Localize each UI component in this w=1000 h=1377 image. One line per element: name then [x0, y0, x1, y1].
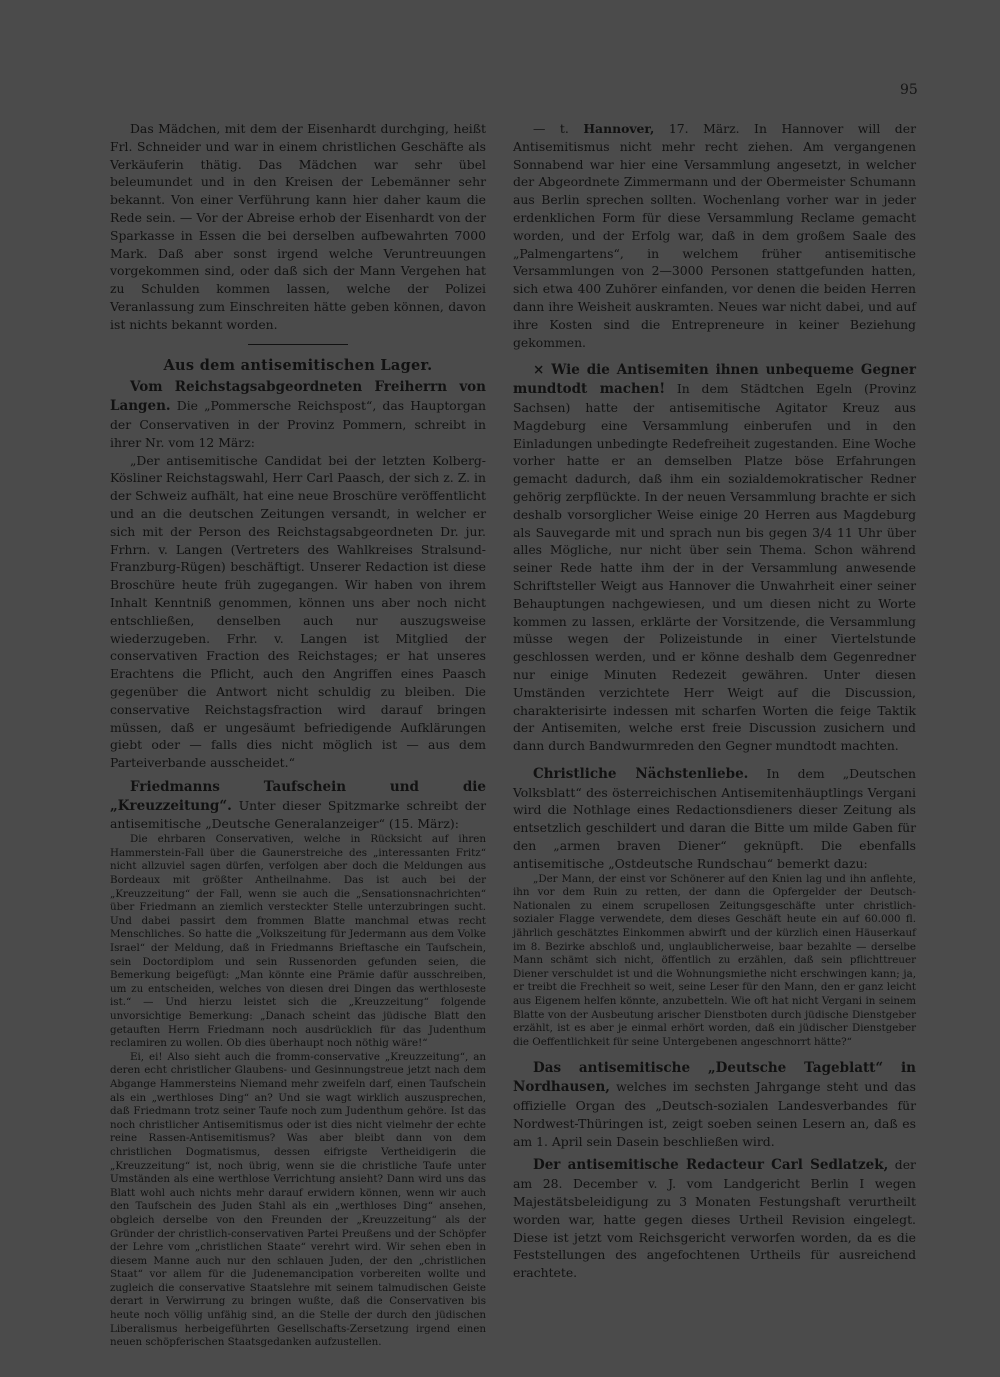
article-hannover-prefix: — t. [533, 121, 569, 136]
article-friedmann-title: Friedmanns Taufschein und die „Kreuzzeitung“. [110, 778, 486, 814]
article-tageblatt-title: Das antisemitische „Deutsche Tageblatt“ in Nordhausen, [513, 1060, 916, 1096]
article-egeln [513, 361, 916, 755]
article-langen-title: Vom Reichstagsabgeordneten Freiherrn von Langen. [110, 379, 486, 415]
article-langen-intro: Die „Pommersche Reichspost“, das Hauptorgan der Conservativen in der Provinz Pommern, schreibt in ihrer Nr. vom 12 März: [110, 398, 486, 450]
article-langen [110, 378, 486, 451]
section-title: Aus dem antisemitischen Lager. [163, 356, 433, 374]
article-hannover [513, 120, 916, 351]
article-naechstenliebe-quote: „Der Mann, der einst vor Schönerer auf den Knien lag und ihn anflehte, ihn vor dem Ruin zu retten, der dann die Opfergelder der Deutsch-Nationalen zu einem scrupellosen Zeitungsgeschäfte unter christlich-sozialer Flagge verwendete, dem dieses Geschäft heute ein auf 60.000 fl. jährlich geschätztes Einkommen abwirft und der kürzlich einen Häuserkauf im 8. Bezirke abschloß und, unglaublicherweise, baar bezahlte — derselbe Mann schämt sich nicht, öffentlich zu erzählen, daß sein pflichttreuer Diener verschuldet ist und die Wohnungsmiethe nicht erschwingen kann; ja, er treibt die Frechheit so weit, seine Leser für den Mann, den er ganz leicht aus Eigenem helfen könnte, anzubetteln. Wie oft hat nicht Vergani in seinem Blatte von der Ausbeutung arischer Dienstboten durch jüdische Dienstgeber erzählt, ist es aber je einmal erhört worden, daß ein jüdischer Dienstgeber die Oeffentlichkeit für seine Untergebenen angeschnorrt hätte?“ [513, 872, 916, 1048]
spacer [513, 1049, 916, 1059]
spacer [513, 351, 916, 361]
article-langen-quote: „Der antisemitische Candidat bei der letzten Kolberg-Kösliner Reichstagswahl, Herr Carl Paasch, der sich z. Z. in der Schweiz aufhält, hat eine neue Broschüre veröffentlicht und an die deutschen Zeitungen versandt, in welcher er sich mit der Person des Reichstagsabgeordneten Dr. jur. Frhrn. v. Langen (Vertreters des Wahlkreises Stralsund-Franzburg-Rügen) beschäftigt. Unserer Redaction ist diese Broschüre heute früh zugegangen. Wir haben von ihrem Inhalt Kenntniß genommen, können uns aber noch nicht entschließen, denselben auch nur auszugsweise wiederzugeben. Frhr. v. Langen ist Mitglied der conservativen Fraction des Reichstages; er hat unseres Erachtens die Pflicht, auch den Angriffen eines Paasch gegenüber die Antwort nicht schuldig zu bleiben. Die conservative Reichstagsfraction wird darauf bringen müssen, daß er ungesäumt befriedigende Aufklärungen giebt oder — falls dies nicht möglich ist — aus dem Parteiverbande ausscheidet.“ [110, 452, 487, 771]
spacer [513, 755, 916, 765]
separator-rule [248, 344, 348, 345]
article-eisenhardt: Das Mädchen, mit dem der Eisenhardt durchging, heißt Frl. Schneider und war in einem christlichen Geschäfte als Verkäuferin thätig. Das Mädchen war sehr übel beleumundet und in den Kreisen der Lebemänner sehr bekannt. Von einer Verführung kann hier daher kaum die Rede sein. — Vor der Abreise erhob der Eisenhardt von der Sparkasse in Essen die bei derselben aufbewahrten 7000 Mark. Daß aber sonst irgend welche Veruntreuungen vorgekommen sind, oder daß sich der Mann Vergehen hat zu Schulden kommen lassen, welche der Polizei Veranlassung zum Einschreiten hätte geben können, davon ist nichts bekannt worden. [110, 121, 486, 332]
article-naechstenliebe [513, 765, 916, 873]
article-friedmann-intro: Unter dieser Spitzmarke schreibt der antisemitische „Deutsche Generalanzeiger“ (15. März): [110, 797, 486, 832]
article-friedmann-comment: Ei, ei! Also sieht auch die fromm-conservative „Kreuzzeitung“, an deren echt christlicher Glaubens- und Gesinnungstreue jetzt nach dem Abgange Hammersteins Niemand mehr zweifeln darf, einen Taufschein als ein „werthloses Ding“ an? Und sie wagt wirklich auszusprechen, daß Friedmann trotz seiner Taufe noch zum Judenthum gehöre. Ist das noch christlicher Antisemitismus oder ist dies nicht vielmehr der echte reine Rassen-Antisemitismus? Was aber bleibt dann von dem christlichen Dogmatismus, dessen eifrigste Vertheidigerin die „Kreuzzeitung“ ist, noch übrig, wenn sie die christliche Taufe unter Umständen als eine werthlose Verrichtung ansieht? Dann wird uns das Blatt wohl auch nichts mehr darauf erwidern können, wenn wir auch den Taufschein des Juden Stahl als ein „werthloses Ding“ ansehen, obgleich derselbe von den Freunden der „Kreuzzeitung“ als der Gründer der christlich-conservativen Partei Preußens und der Schöpfer der Lehre vom „christlichen Staate“ verehrt wird. Wir sehen eben in diesem Manne auch nur den schlauen Juden, der den „christlichen Staat“ vor allem für die Judenemancipation vorbereiten wollte und zugleich die conservative Staatslehre mit seinem talmudischen Geiste derart in Verwirrung zu bringen wußte, daß die Conservativen bis heute noch völlig unfähig sind, an die Stelle der durch den jüdischen Liberalismus herbeigeführten Gesellschafts-Zersetzung irgend einen neuen schöpferischen Staatsgedanken aufzustellen. [110, 1050, 486, 1349]
article-naechstenliebe-text: In dem „Deutschen Volksblatt“ des österreichischen Antisemitenhäuptlings Vergani wird die Nothlage eines Redactionsdieners dieser Zeitung als entsetzlich geschildert und daran die Bitte um milde Gaben für den „armen braven Diener“ geknüpft. Die ebenfalls antisemitische „Ostdeutsche Rundschau“ bemerkt dazu: [513, 765, 916, 871]
article-egeln-title: × Wie die Antisemiten ihnen unbequeme Gegner mundtodt machen! [513, 362, 916, 398]
left-column [110, 120, 486, 1350]
article-friedmann-quote: Die ehrbaren Conservativen, welche in Rücksicht auf ihren Hammerstein-Fall über die Gaunerstreiche des „interessanten Fritz“ nicht allzuviel sagen dürfen, verfolgen aber doch die Meldungen aus Bordeaux mit größter Antheilnahme. Das ist auch bei der „Kreuzzeitung“ der Fall, wenn sie auch die „Sensationsnachrichten“ über Friedmann an ziemlich versteckter Stelle unterzubringen sucht. Und dabei passirt dem frommen Blatte manchmal etwas recht Menschliches. So hatte die „Volkszeitung für Jedermann aus dem Volke Israel“ der Meldung, daß in Friedmanns Brieftasche ein Taufschein, sein Doctordiplom und sein Russenorden gefunden seien, die Bemerkung beigefügt: „Man könnte eine Prämie dafür ausschreiben, um zu entscheiden, welches von diesen drei Dingen das werthloseste ist.“ — Und hierzu leistet sich die „Kreuzzeitung“ folgende unvorsichtige Bemerkung: „Danach scheint das jüdische Blatt den getauften Herrn Friedmann noch ausdrücklich für das Judenthum reclamiren zu wollen. Ob dies überhaupt noch nöthig wäre!“ [110, 833, 486, 1050]
article-hannover-place: Hannover, [583, 121, 655, 136]
article-tageblatt-text: welches im sechsten Jahrgange steht und das offizielle Organ des „Deutsch-sozialen Landesverbandes für Nordwest-Thüringen ist, zeigt soeben seinen Lesern an, daß es am 1. April sein Dasein beschließen wird. [513, 1079, 916, 1149]
right-column [513, 120, 916, 1282]
article-hannover-text: 17. März. In Hannover will der Antisemitismus nicht mehr recht ziehen. Am vergangenen Sonnabend war hier eine Versammlung angesetzt, in welcher der Abgeordnete Zimmermann und der Obermeister Schumann aus Berlin sprechen sollten. Wochenlang vorher war in jeder erdenklichen Form für diese Versammlung Reclame gemacht worden, und der Erfolg war, daß in dem großem Saale des „Palmengartens“, in welchem früher antisemitische Versammlungen von 2—3000 Personen stattgefunden hatten, sich etwa 400 Zuhörer einfanden, vor denen die beiden Herren dann ihre Weisheit auskramten. Neues war nicht dabei, und auf ihre Kosten sind die Entrepreneure in keiner Beziehung gekommen. [513, 121, 916, 350]
article-sedlatzek [513, 1156, 916, 1282]
article-sedlatzek-title: Der antisemitische Redacteur Carl Sedlatzek, [533, 1157, 889, 1174]
article-tageblatt [513, 1059, 916, 1150]
article-friedmann [110, 778, 486, 833]
article-sedlatzek-text: der am 28. December v. J. vom Landgericht Berlin I wegen Majestätsbeleidigung zu 3 Monaten Festungshaft verurtheilt worden war, hatte gegen dieses Urtheil Revision eingelegt. Diese ist jetzt vom Reichsgericht verworfen worden, da es die Feststellungen des angefochtenen Urtheils für ausreichend erachtete. [513, 1157, 916, 1281]
article-egeln-text: In dem Städtchen Egeln (Provinz Sachsen) hatte der antisemitische Agitator Kreuz aus Magdeburg eine Versammlung einberufen und in den Einladungen unbedingte Redefreiheit zugestanden. Eine Woche vorher hatte er an demselben Platze böse Erfahrungen gemacht dadurch, daß ihm ein sozialdemokratischer Redner gehörig zerpflückte. In der neuen Versammlung brachte er sich deshalb vorsorglicher Weise einige 20 Herren aus Magdeburg als Sauvegarde mit und sprach nun bis gegen 3/4 11 Uhr über alles Mögliche, nur nicht über sein Thema. Schon während seiner Rede hatte ihm der in der Versammlung anwesende Schriftsteller Weigt aus Hannover die Unwahrheit einer seiner Behauptungen nachgewiesen, und um diesen nicht zu Worte kommen zu lassen, erklärte der Vorsitzende, die Versammlung müsse wegen der Polizeistunde in einer Viertelstunde geschlossen werden, und er könne deshalb dem Gegenredner nur einige Minuten Redezeit gewähren. Unter diesen Umständen verzichtete Herr Weigt auf die Discussion, charakterisirte indessen mit scharfen Worten die feige Taktik der Antisemiten, welche erst freie Discussion zusichern und dann durch Bandwurmreden den Gegner mundtodt machten. [513, 381, 916, 754]
article-naechstenliebe-title: Christliche Nächstenliebe. [533, 765, 749, 782]
page-number: 95 [900, 82, 918, 98]
